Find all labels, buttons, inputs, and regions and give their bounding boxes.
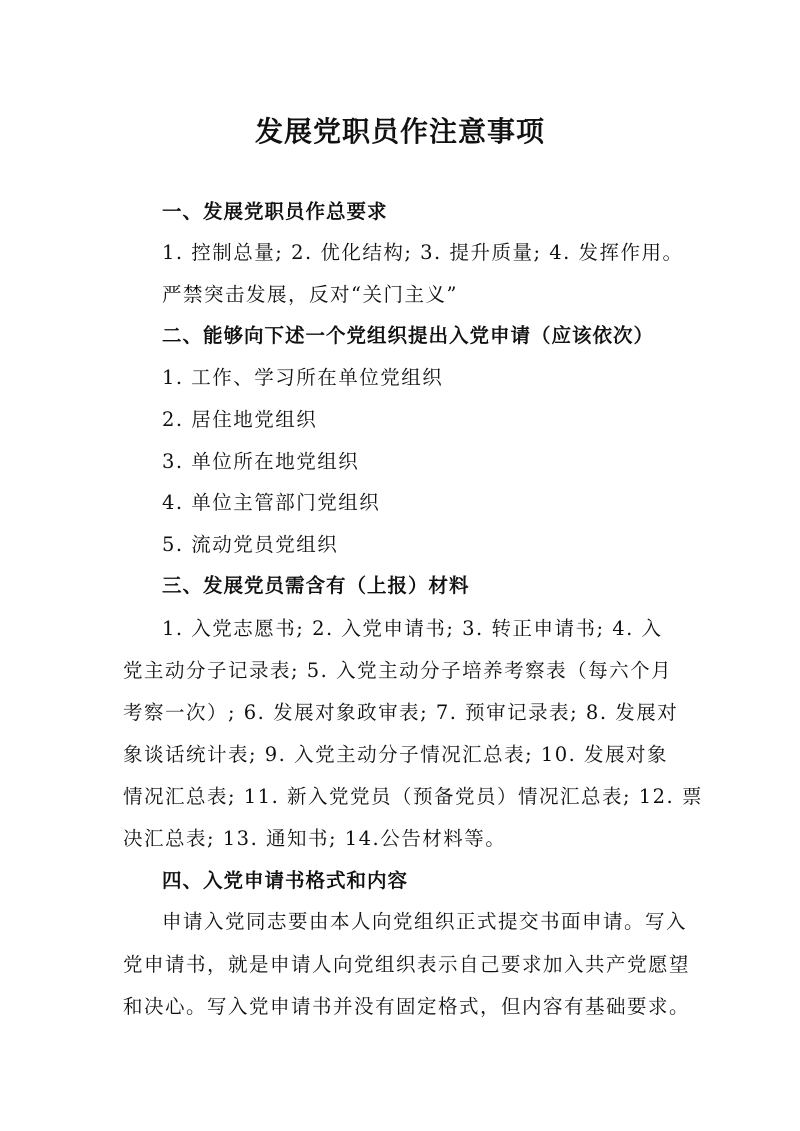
paragraph-line: 和决心。写入党申请书并没有固定格式，但内容有基础要求。 — [123, 995, 691, 1018]
section-heading-3: 三、发展党员需含有（上报）材料 — [162, 574, 470, 597]
paragraph-line: 严禁突击发展，反对“关门主义” — [162, 283, 458, 306]
paragraph-line: 决汇总表; 13. 通知书; 14.公告材料等。 — [123, 827, 507, 850]
list-item: 3. 单位所在地党组织 — [162, 450, 360, 473]
paragraph-line: 党主动分子记录表; 5. 入党主动分子培养考察表（每六个月 — [123, 659, 673, 682]
list-item: 5. 流动党员党组织 — [162, 533, 339, 556]
section-heading-2: 二、能够向下述一个党组织提出入党申请（应该依次） — [162, 324, 655, 347]
paragraph-line: 考察一次）; 6. 发展对象政审表; 7. 预审记录表; 8. 发展对 — [123, 701, 679, 724]
paragraph-line: 1. 控制总量; 2. 优化结构; 3. 提升质量; 4. 发挥作用。 — [162, 241, 684, 264]
list-item: 2. 居住地党组织 — [162, 408, 318, 431]
section-heading-1: 一、发展党职员作总要求 — [162, 200, 388, 223]
paragraph-line: 象谈话统计表; 9. 入党主动分子情况汇总表; 10. 发展对象 — [123, 743, 669, 766]
paragraph-line: 党申请书，就是申请人向党组织表示自己要求加入共产党愿望 — [123, 953, 691, 976]
list-item: 4. 单位主管部门党组织 — [162, 491, 381, 514]
paragraph-line: 申请入党同志要由本人向党组织正式提交书面申请。写入 — [162, 910, 688, 933]
list-item: 1. 工作、学习所在单位党组织 — [162, 366, 444, 389]
section-heading-4: 四、入党申请书格式和内容 — [162, 869, 409, 892]
paragraph-line: 情况汇总表; 11. 新入党党员（预备党员）情况汇总表; 12. 票 — [123, 785, 703, 808]
paragraph-line: 1. 入党志愿书; 2. 入党申请书; 3. 转正申请书; 4. 入 — [162, 617, 663, 640]
document-title: 发展党职员作注意事项 — [254, 115, 545, 148]
